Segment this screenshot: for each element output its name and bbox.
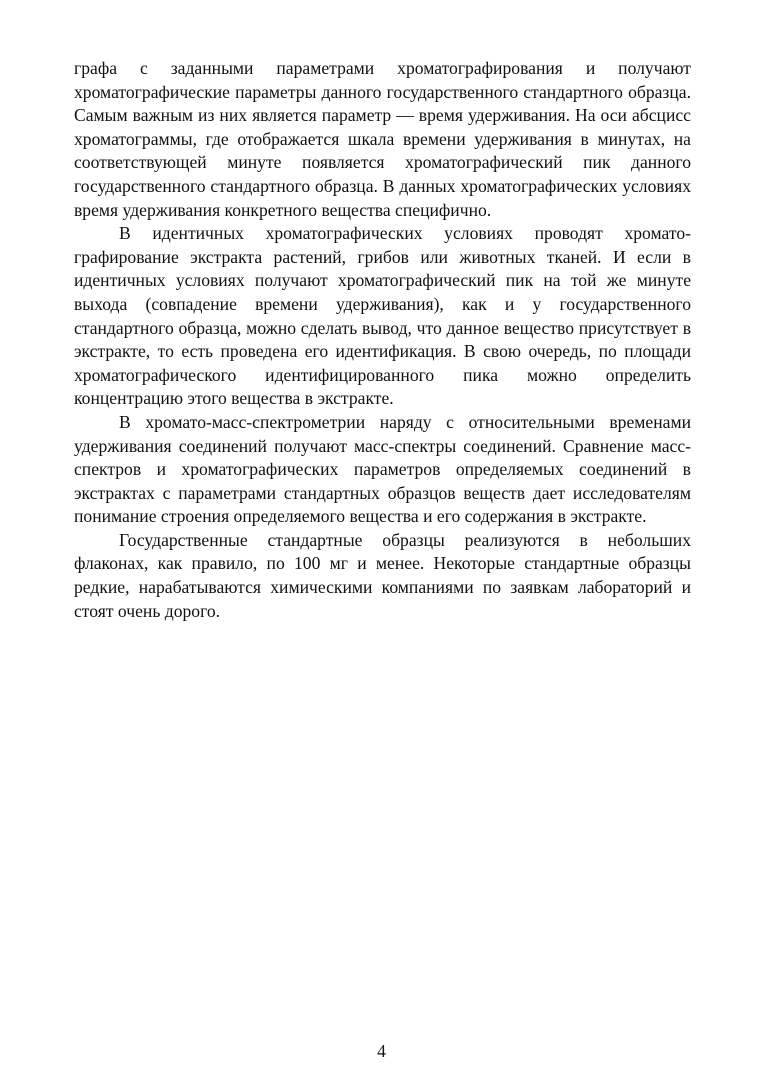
paragraph-1: графа с заданными параметрами хроматографирования и получают хроматографические параметры данного государственного стандартного образца. Самым важным из них является параметр — время удерживания. На оси абсцисс хроматограммы, где отображается шкала времени удерживания в минутах, на соответствующей минуте появляется хроматографический пик данного государственного стандартного образца. В данных хроматографических условиях время удерживания конкретного вещества специфично. (74, 58, 691, 220)
paragraph-3: В хромато-масс-спектрометрии наряду с относительными временами удерживания соединений получают масс-спектры соединений. Сравнение масс-спектров и хроматографических параметров определяемых соединений в экстрактах с параметрами стандартных образцов веществ дает исследователям понимание строения определяемого вещества и его содержания в экстракте. (74, 411, 691, 527)
paragraph-2: В идентичных хроматографических условиях проводят хроматографирование экстракта растений, грибов или животных тканей. И если в идентичных условиях получают хроматографический пик на той же минуте выхода (совпадение времени удерживания), как и у государственного стандартного образца, можно сделать вывод, что данное вещество присутствует в экстракте, то есть проведена его идентификация. В свою очередь, по площади хроматографического идентифицированного пика можно определить концентрацию этого вещества в экстракте. (74, 223, 691, 409)
paragraph-4: Государственные стандартные образцы реализуются в небольших флаконах, как правило, по 100 мг и менее. Некоторые стандартные образцы редкие, нарабатываются химическими компаниями по заявкам лабораторий и стоят очень дорого. (74, 529, 691, 621)
page-body (74, 57, 691, 623)
page-number: 4 (377, 1041, 386, 1061)
